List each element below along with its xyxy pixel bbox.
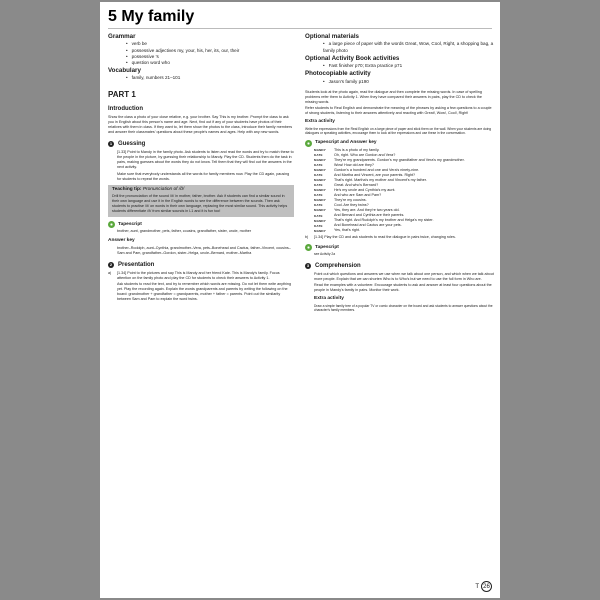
speaker: KATE [314,203,323,208]
line-text: And who are Sam and Pam? [334,193,382,198]
script-line [314,228,495,233]
line-text: And Bernard and Cynthia are their parents. [334,213,405,218]
part-label: b) [305,235,309,240]
section-title: Guessing [118,141,146,148]
speaker: KATE [314,193,323,198]
section-title: Presentation [118,261,155,268]
comprehension-text: Point out which questions and answers we use when we talk about one person, and which when we talk about more people. Explain that we can shorten Who is to Who's but we need to use the full form in Who are. [314,271,494,282]
line-text: This is a photo of my family. [334,147,380,152]
teaching-tip-box [108,185,294,218]
comprehension-heading [305,262,495,270]
page-title: 5 My family [108,8,492,29]
dialogue-script [314,148,495,234]
optional-activity-list [323,63,495,69]
list-item: • a large piece of paper with the words Great, Wow, Cool, Right, a shopping bag, a family photo [323,41,495,53]
grammar-list [126,41,298,66]
line-text: Cool. Are they twins? [334,203,369,208]
optional-materials-heading: Optional materials [305,33,359,40]
guessing-text: [1.33] Point to Mandy in the family photo. Ask students to listen and read the words and try to match these to the people in the picture, by guessing their relationship to Mandy. Play the CD. Students then do the task in pairs, making guesses about the words they do not know. Tell them that they will find out the answers in the next activity. [117,150,294,170]
subsection-title: Tapescript [118,221,142,227]
speaker: KATE [314,153,323,158]
extra-activity-text-2: Draw a simple family tree of a popular TV or comic character on the board and ask students to answer questions about the character's family members. [314,303,493,313]
list-item: • Jason's family p190 [323,79,495,85]
left-column [108,90,294,304]
speaker: MANDY [314,158,326,163]
introduction-text: Show the class a photo of your close relative, e.g. your brother. Say This is my brother. Prompt the class to ask you in English about this person's name and age. Next, find out if any of your students have photos of their relatives with them in class. If they want to, let them show the photos to the class, introduce their family members and answer their classmates' questions about these people's names and ages. Help with any new words. [108,115,293,135]
line-text: They're my cousins. [334,198,367,203]
speaker: KATE [314,183,323,188]
section-number: 2 [109,262,113,268]
introduction-heading: Introduction [108,105,143,112]
vocabulary-list [126,75,298,81]
teaching-tip-heading [112,187,290,194]
tapescript-answer-key-heading [305,140,495,147]
list-item: • possessive adjectives my, your, his, her, its, our, their [126,48,298,54]
section-number: 1 [109,141,113,147]
speaker: MANDY [314,168,326,173]
guessing-text-2: Make sure that everybody understands all the words for family members now. Play the CD again, pausing for students to repeat the words. [117,171,290,181]
line-text: They're my grandparents. Gordon's my grandfather and Vera's my grandmother. [334,157,465,162]
page-number-circle: 26 [481,581,492,592]
optional-materials-list [323,41,495,53]
section-number: 3 [306,262,310,268]
list-item: • family, numbers 21–101 [126,75,298,81]
tapescript-heading-2 [305,244,495,251]
optional-activity-heading: Optional Activity Book activities [305,54,400,62]
presentation-heading [108,261,294,269]
part-label: a) [108,271,112,276]
presentation-part-a [108,271,294,281]
line-text: He's my uncle and Cynthia's my aunt. [334,188,396,193]
part-heading: PART 1 [108,90,136,99]
tapescript-text: brother, aunt, grandmother, pets, father, cousins, grandfather, sister, uncle, mother [117,229,252,234]
tip-label: Teaching tip: [112,186,142,192]
part-b [305,235,495,240]
guessing-heading [108,140,294,148]
speaker: KATE [314,163,323,168]
subsection-title: Tapescript and Answer key [315,140,377,146]
photocopiable-list [323,79,495,85]
line-text: That's right. And Rudolph's my brother and Helga's my sister. [334,218,434,223]
line-text: Great. And who's Bernard? [334,183,379,188]
list-item: • Fast finisher p70; Extra practice p71 [323,63,495,69]
page-prefix: T [475,583,479,590]
speaker: MANDY [314,208,326,213]
speaker: MANDY [314,178,326,183]
right-column [305,90,495,314]
cd-icon [108,221,115,228]
line-text: Oh, right. Who are Gordon and Vera? [334,152,396,157]
speaker: MANDY [314,148,326,153]
presentation-text-2: Ask students to read the text, and try to remember which words are missing. Do not let them write anything yet. Play the recording again. Explain the words grandparents and parents by writing the following on the board: grandmother + grandfather = grandparents, mother + father = parents. Point out the similarity between Sam and Pam to explain the word twins. [117,282,292,302]
tapescript-reference: see Activity 2a [314,252,336,257]
cd-icon [305,244,312,251]
speaker: MANDY [314,228,326,233]
speaker: KATE [314,213,323,218]
answer-key-heading: Answer key [108,238,135,244]
speaker: KATE [314,223,323,228]
vocabulary-heading: Vocabulary [108,67,141,75]
tapescript-heading [108,221,294,228]
list-item: • possessive 's [126,54,298,60]
section-title: Comprehension [315,262,361,269]
list-item: • question word who [126,60,298,66]
line-text: Gordon's a hundred and one and Vera's ninety-nine. [334,167,420,172]
page-number [475,581,492,592]
cd-icon [305,140,312,147]
photocopiable-heading: Photocopiable activity [305,70,371,78]
speaker: MANDY [314,218,326,223]
speaker: KATE [314,173,323,178]
line-text: That's right. Martha's my mother and Vincent's my father. [334,177,427,182]
line-text: Wow! How old are they? [334,162,374,167]
extra-activity-heading-2: Extra activity [314,296,344,302]
speaker: MANDY [314,188,326,193]
tip-topic: Pronunciation of /ð/ [142,186,185,192]
line-text: And Bonehead and Cactus are your pets. [334,223,402,228]
teaching-tip-text: Drill the pronunciation of the sound /ð/ in mother, father, brother. Ask if students can find a similar sound in their own language and use it in the English words to see the difference between the sounds. Then ask students to practise /ð/ on words in their own language, replacing the most similar sound. This activity helps students differentiate /ð/ from similar sounds in L1 and it is fun too! [112,194,288,214]
presentation-text: [1.34] Point to the pictures and say This is Mandy and her friend Kate. This is Mandy's family. Focus attention on the family photo and play the CD for students to check their answers to Activity 1. [117,271,280,281]
materials-box [305,32,495,85]
line-text: Yes, that's right. [334,228,360,233]
grammar-vocabulary-box [108,32,298,82]
grammar-heading: Grammar [108,33,136,40]
line-text: Yes, they are. And they're two years old. [334,208,400,213]
real-english-instructions: Refer students to Real English and demonstrate the meaning of the phrases by asking a few questions to a couple of strong students, listening to their answers attentively and reacting with Great!, Wow!, Cool!, Right! [305,106,492,116]
extra-activity-text: Write the expressions from the Real English on a large piece of paper and stick them on the wall. When your students are doing dialogues or speaking activities, encourage them to look at the expressions and use these in the conversation. [305,126,492,136]
speaker: MANDY [314,198,326,203]
part-b-text: [1.34] Play the CD and ask students to read the dialogue in pairs twice, changing roles. [314,235,456,240]
comprehension-text-2: Read the examples with a volunteer. Encourage students to ask and answer at least four questions about the people in Mandy's family in pairs. Monitor their work. [314,283,492,293]
list-item: • verb be [126,41,298,47]
subsection-title: Tapescript [315,244,339,250]
dialogue-instructions: Students look at the photo again, read the dialogue and then complete the missing words. In case of spelling problems refer them to Activity 1. When they have compared their answers in pairs, play the CD to check the missing words. [305,90,482,105]
answer-key-text: brother–Rodolph, aunt–Cynthia, grandmother–Vera, pets–Bonehead and Cactus, father–Vincent, cousins–Sam and Pam, grandfather–Gordon, sister–Helga, uncle–Bernard, mother–Martha [117,245,291,255]
line-text: And Martha and Vincent, are your parents. Right? [334,172,416,177]
book-page [100,2,500,598]
extra-activity-heading: Extra activity [305,119,335,125]
